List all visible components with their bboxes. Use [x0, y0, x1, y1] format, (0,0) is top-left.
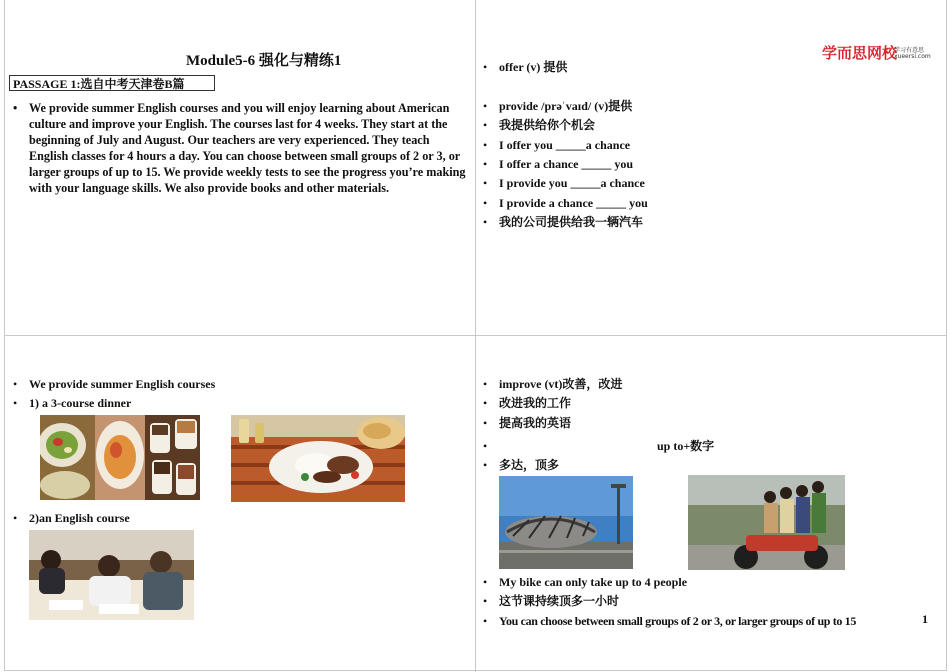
passage-paragraph [13, 100, 468, 196]
list-item: • 提高我的英语 [483, 415, 572, 430]
list-item: • I offer you _____a chance [483, 137, 631, 152]
list-item: • I provide you _____a chance [483, 176, 645, 191]
list-item: • 改进我的工作 [483, 396, 572, 411]
list-item: • I provide a chance _____ you [483, 195, 648, 210]
vertical-divider [475, 0, 476, 672]
motorbike-photo [688, 475, 845, 570]
page-number: 1 [922, 612, 928, 626]
stadium-photo [499, 476, 633, 569]
list-item: • We provide summer English courses [13, 377, 216, 391]
list-item: • You can choose between small groups of 2 or 3, or larger groups of up to 15 [483, 613, 856, 628]
list-item: • offer (v) 提供 [483, 60, 568, 74]
list-item: • up to+数字 [483, 437, 723, 456]
passage-label: PASSAGE 1:选自中考天津卷B篇 [9, 75, 215, 91]
list-item: • 2)an English course [13, 511, 130, 525]
course-list-2 [13, 509, 130, 528]
brand-logo [822, 42, 934, 62]
example-list [483, 573, 856, 631]
list-item: • My bike can only take up to 4 people [483, 575, 688, 589]
classroom-photo [29, 530, 194, 620]
list-item: • improve (vt)改善，改进 [483, 377, 623, 391]
list-spacer [483, 77, 648, 96]
up-to-text: up to+数字 [657, 439, 715, 453]
logo-slogan: 学习有意思 [894, 47, 925, 54]
list-item: • 这节课持续顶多一小时 [483, 594, 620, 609]
page-title: Module5-6 强化与精练1 [186, 53, 342, 69]
logo-url: xueersi.com [894, 53, 931, 60]
list-item: • 1) a 3-course dinner [13, 396, 132, 411]
list-item: • provide /prəˈvaɪd/ (v)提供 [483, 98, 633, 113]
vocab-list-offer [483, 58, 648, 233]
vocab-list-improve [483, 375, 622, 433]
logo-text: 学而思网校 [822, 44, 898, 62]
list-item: • 多达，顶多 [483, 458, 560, 473]
up-to-line [483, 437, 723, 476]
list-item: • 我的公司提供给我一辆汽车 [483, 215, 644, 230]
bullet: • [13, 101, 18, 115]
dinner-photo [40, 415, 200, 500]
list-item: • I offer a chance _____ you [483, 156, 634, 171]
steak-photo [231, 415, 405, 502]
course-list [13, 375, 215, 414]
list-item: • 我提供给你个机会 [483, 118, 596, 133]
paragraph-text: We provide summer English courses and you will enjoy learning about American culture and improve your English. The courses last for 4 weeks. They start at the beginning of July and August. Our teachers are very experienced. They teach English classes for 4 hours a day. You can choose between small groups of 2 or 3, or larger groups of up to 15. We provide weekly tests to see the progress you’re making with your language skills. We also provide books and other materials. [29, 101, 466, 195]
